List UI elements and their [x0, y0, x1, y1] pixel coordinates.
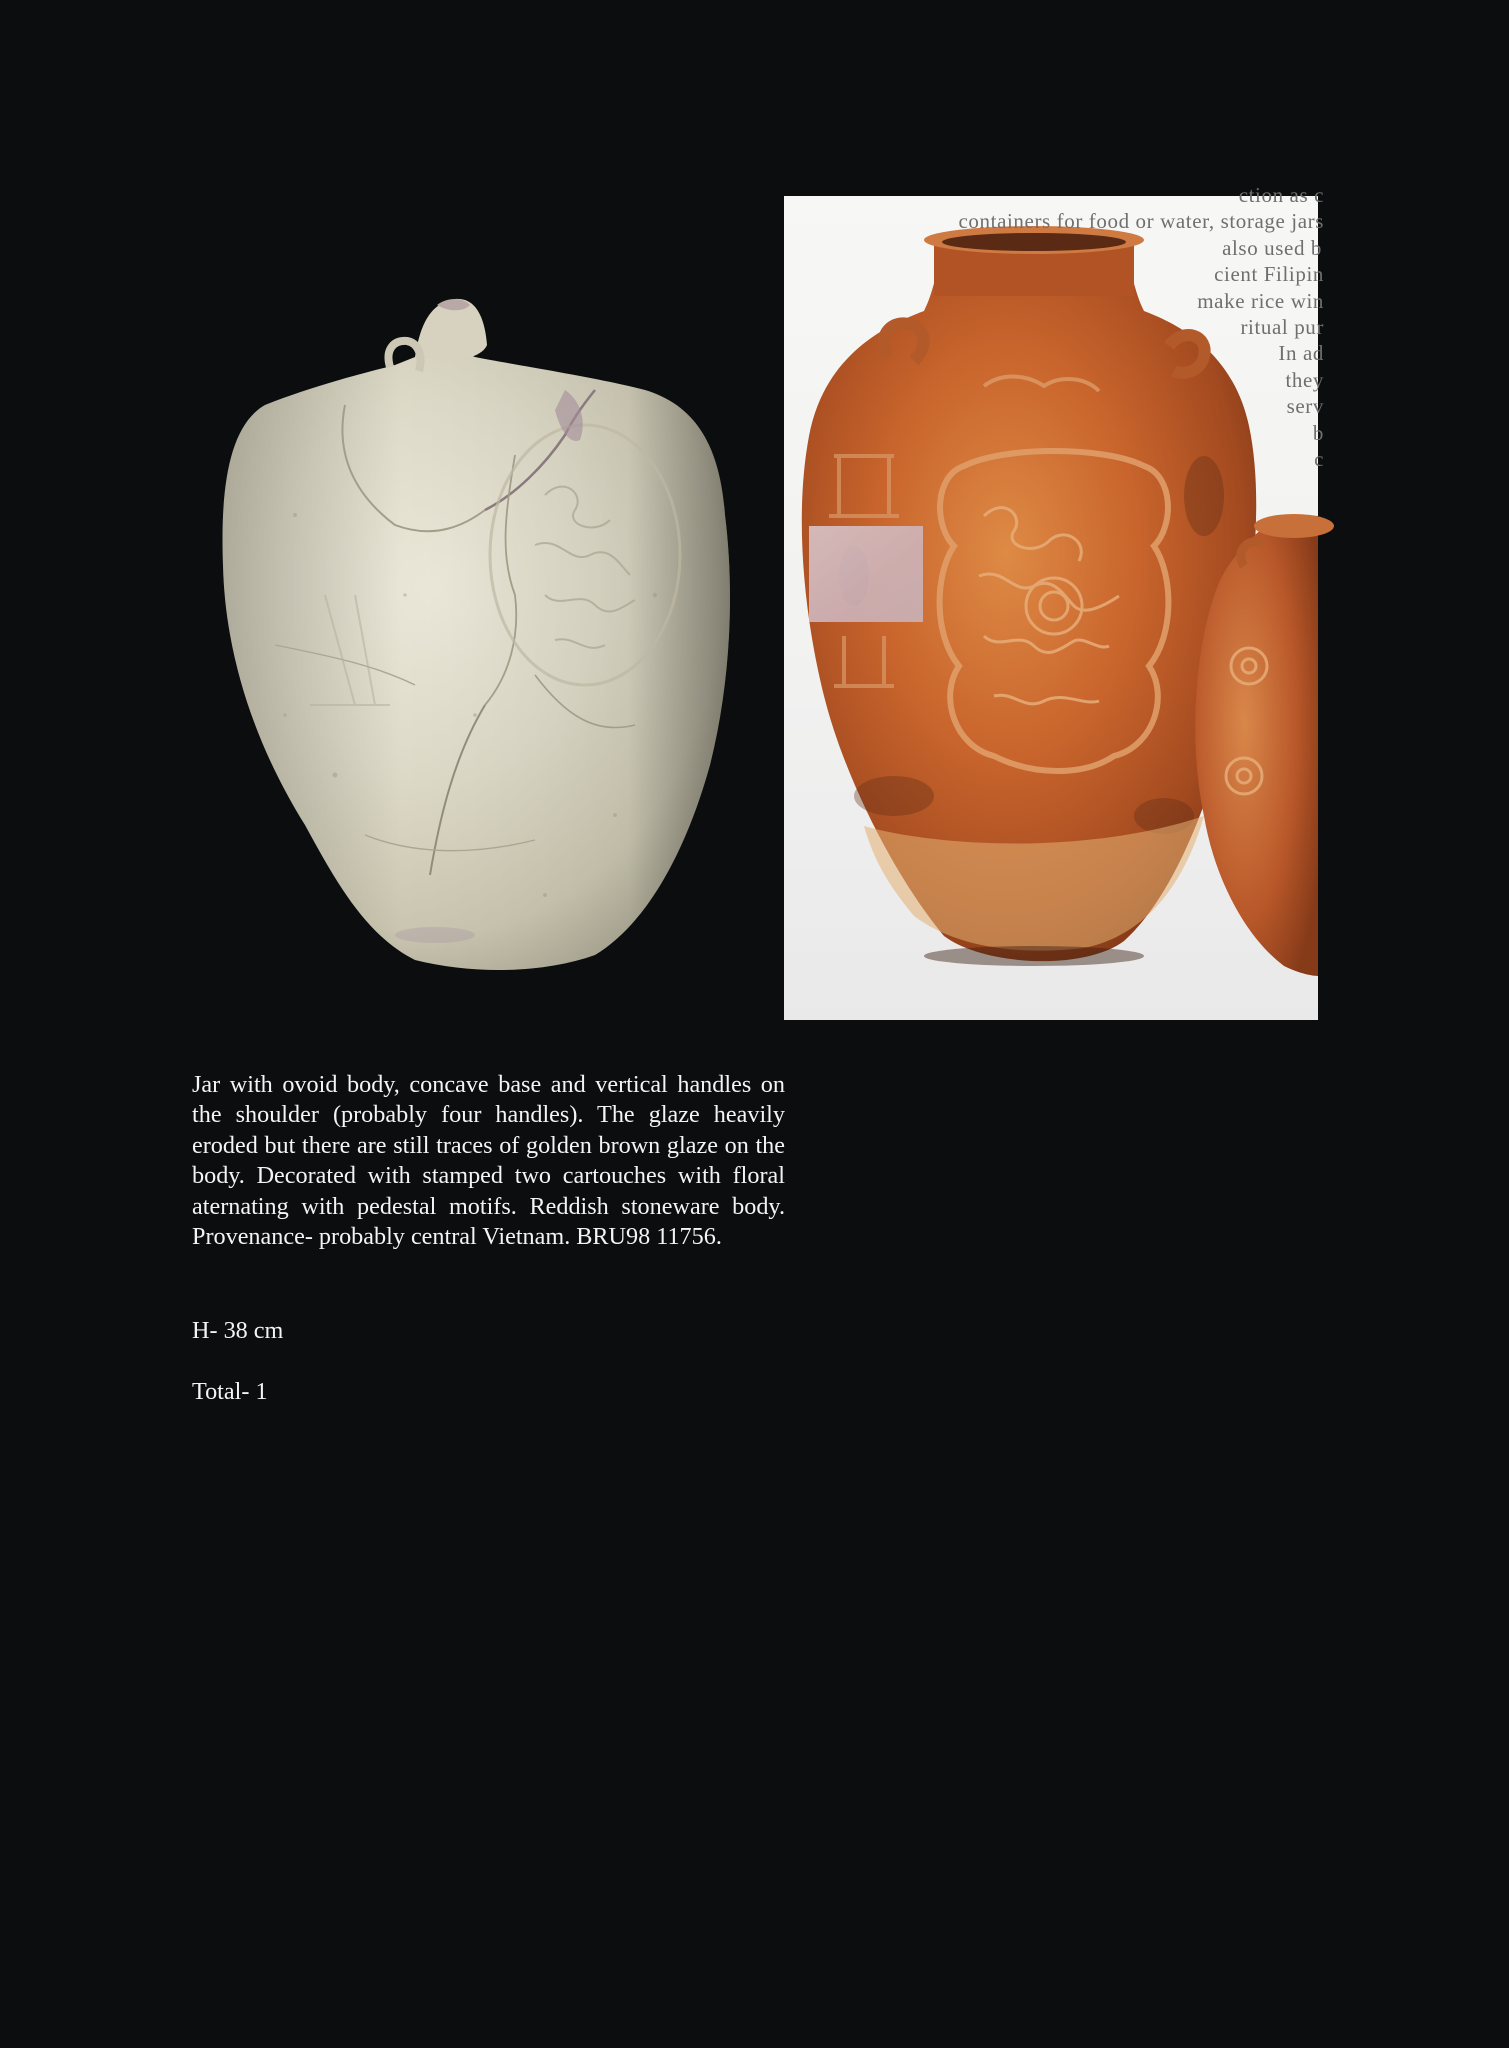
object-height: H- 38 cm — [192, 1317, 284, 1344]
object-total: Total- 1 — [192, 1378, 268, 1405]
book-line: ction as c — [1238, 183, 1324, 207]
jar-photo-left — [215, 295, 740, 975]
book-line: In ad — [1278, 341, 1324, 366]
book-line: b — [1312, 420, 1324, 445]
book-line: they — [1285, 367, 1324, 392]
pink-overlay-patch — [809, 526, 923, 622]
book-line: ritual pur — [1240, 315, 1324, 340]
book-line: cient Filipin — [1214, 262, 1324, 287]
book-line: c — [1314, 447, 1324, 472]
reference-book-photo — [784, 183, 1324, 1020]
book-line: serv — [1286, 394, 1324, 419]
book-line: also used b — [1222, 235, 1322, 260]
book-page-text — [764, 182, 1324, 472]
book-line: make rice win — [1197, 288, 1324, 313]
object-description: Jar with ovoid body, concave base and vertical handles on the shoulder (probably four handles). The glaze heavily eroded but there are still traces of golden brown glaze on the body. Decorated with stamped two cartouches with floral aternating with pedestal motifs. Reddish stoneware body. Provenance- probably central Vietnam. BRU98 11756. — [192, 1071, 785, 1251]
eroded-jar-illustration — [215, 295, 740, 975]
book-line: containers for food or water, storage jars — [958, 209, 1324, 234]
